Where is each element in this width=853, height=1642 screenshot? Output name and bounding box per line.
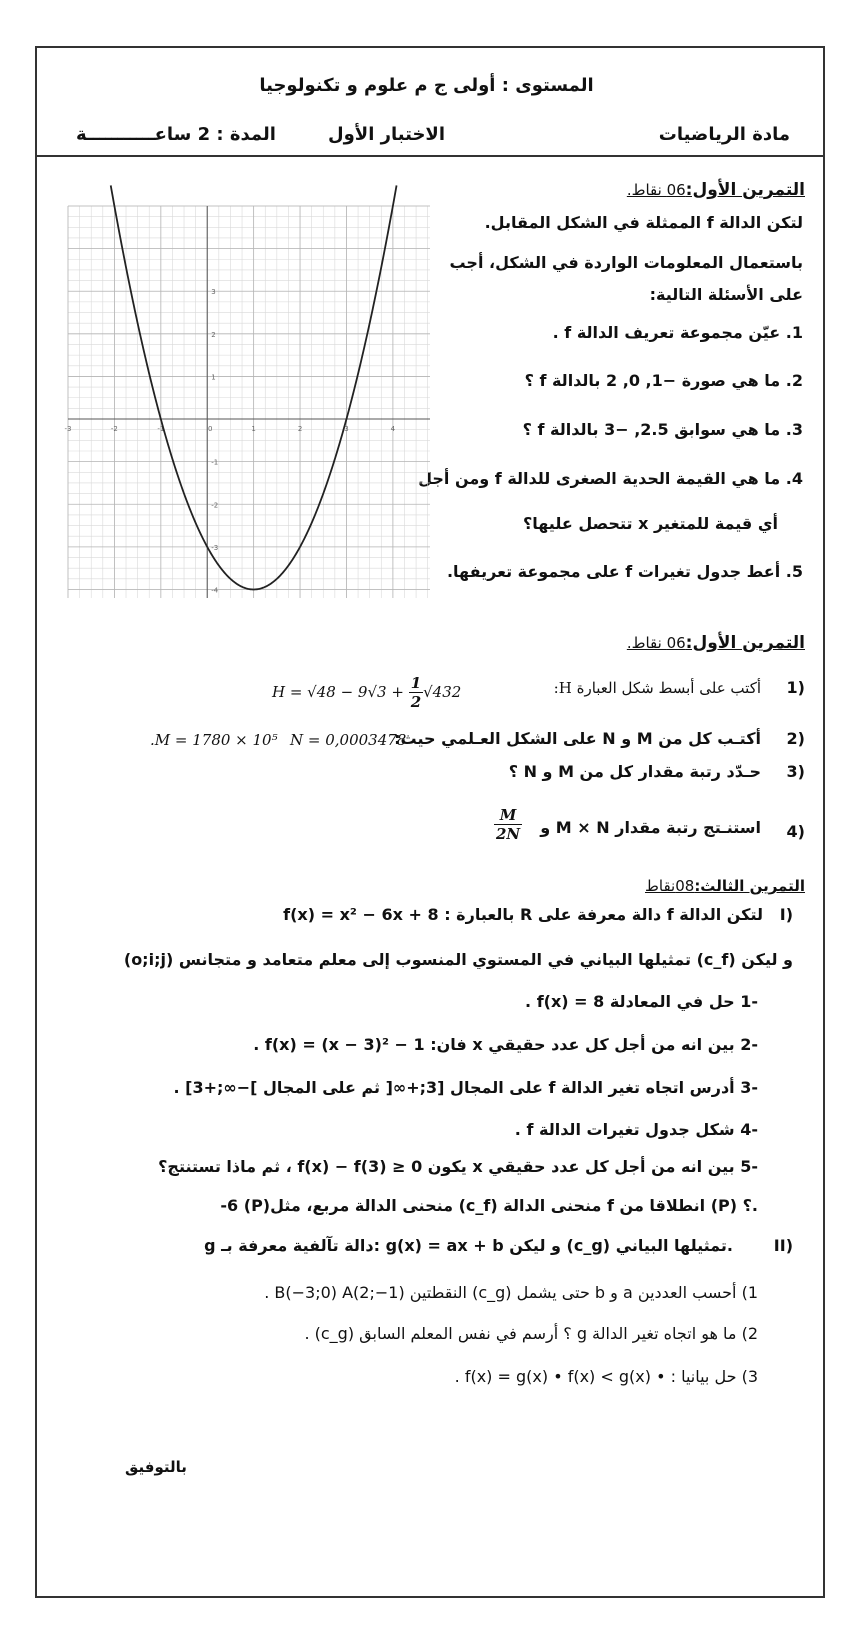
ex3-item5: -5 بين انه من أجل كل عدد حقيقي x يكون f(x) − f(3) ≥ 0 ، ثم ماذا تستنتج؟ <box>158 1157 758 1176</box>
x-tick-label: 0 <box>207 425 213 434</box>
ex1-question-4a: 4. ما هي القيمة الحدية الصغرى للدالة f ومن أجل <box>418 469 803 488</box>
y-tick-label: -4 <box>211 586 219 595</box>
ex2-q1-number: 1) <box>786 678 805 697</box>
exercise3-title: التمرين الثالث:08نقاط <box>645 877 805 895</box>
ex2-q2-text: أكتـب كل من M و N على الشكل العـلمي حيث: <box>394 729 761 748</box>
ex2-q2-number: 2) <box>786 729 805 748</box>
ex1-question-4b: أي قيمة للمتغير x تتحصل عليها؟ <box>522 514 778 533</box>
ex3-part2-item3: 3) حل بيانيا : • f(x) = g(x) • f(x) < g(x) . <box>454 1367 758 1386</box>
level-label: المستوى : أولى ج م علوم و تكنولوجيا <box>259 75 594 96</box>
x-tick-label: 3 <box>344 425 349 434</box>
ex3-item6: -6 (P)منحنى الدالة مربع، مثل (c_f) منحنى الدالة f انطلاقا من (P) ؟. <box>220 1196 758 1215</box>
exam-title: الاختبار الأول <box>328 124 446 145</box>
ex1-question-1: 1. عيّن مجموعة تعريف الدالة f . <box>552 323 803 342</box>
ex2-q4-number: 4) <box>786 822 805 841</box>
ex1-intro-1: لتكن الدالة f الممثلة في الشكل المقابل. <box>484 213 803 232</box>
ex2-q1-expression: H = √48 − 9√3 + $\frac{1}{2}$ √432 <box>272 674 462 711</box>
ex2-q3-number: 3) <box>786 762 805 781</box>
duration-label: المدة : 2 ساعـــــــــــة <box>76 124 276 145</box>
ex2-q3-text: حـدّد رتبة مقدار كل من M و N ؟ <box>508 762 761 781</box>
ex3-item4: -4 شكل جدول تغيرات الدالة f . <box>514 1120 758 1139</box>
x-tick-label: 2 <box>297 425 303 434</box>
ex3-part2-number: II) <box>773 1236 793 1255</box>
ex1-intro-2: باستعمال المعلومات الواردة في الشكل، أجب <box>449 253 803 272</box>
y-tick-label: 2 <box>211 330 216 339</box>
ex3-item1: -1 حل في المعادلة f(x) = 8 . <box>525 992 758 1011</box>
function-graph <box>64 206 430 598</box>
exercise2-title: التمرين الأول:06 نقاط. <box>626 633 805 653</box>
ex3-part2-line: g دالة تآلفية معرفة بـ: g(x) = ax + b و ليكن (c_g) تمثيلها البياني. <box>204 1236 733 1255</box>
ex3-item3: -3 أدرس اتجاه تغير الدالة f على المجال [3;+∞[ ثم على المجال ]−∞;+3] . <box>173 1078 758 1097</box>
ex2-q1-text: أكتب على أبسط شكل العبارة H: <box>553 679 761 697</box>
ex1-question-5: 5. أعط جدول تغيرات f على مجموعة تعريفها. <box>446 562 803 581</box>
y-tick-label: -3 <box>211 543 219 552</box>
ex3-part2-item1: 1) أحسب العددين a و b حتى يشمل (c_g) النقطتين B(−3;0) A(2;−1) . <box>264 1283 758 1302</box>
y-tick-label: 3 <box>211 288 216 297</box>
ex1-intro-3: على الأسئلة التالية: <box>649 285 803 304</box>
y-tick-label: -1 <box>211 458 219 467</box>
ex1-question-3: 3. ما هي سوابق 2.5, −3 بالدالة f ؟ <box>522 420 803 439</box>
ex3-part1-line2: و ليكن (c_f) تمثيلها البياني في المستوي المنسوب إلى معلم متعامد و متجانس (o;i;j) <box>123 950 793 969</box>
x-tick-label: -2 <box>110 425 118 434</box>
y-tick-label: -2 <box>211 501 219 510</box>
ex3-part1-number: I) <box>779 905 793 924</box>
ex1-question-2: 2. ما هي صورة −1, 0, 2 بالدالة f ؟ <box>524 371 803 390</box>
ex2-q4-fraction: $\frac{M}{2N}$ <box>496 806 521 843</box>
y-tick-label: 1 <box>211 373 216 382</box>
header-divider <box>37 155 823 157</box>
ex2-q4-text: استنـتج رتبة مقدار M × N و <box>540 818 761 837</box>
ex3-item2: -2 بين انه من أجل كل عدد حقيقي x فان: f(x) = (x − 3)² − 1 . <box>253 1035 758 1054</box>
header-row <box>60 124 790 150</box>
ex2-q2-M: .M = 1780 × 10⁵ <box>150 731 278 749</box>
ex3-part2-item2: 2) ما هو اتجاه تغير الدالة g ؟ أرسم في نفس المعلم السابق (c_g) . <box>304 1324 758 1343</box>
subject-label: مادة الرياضيات <box>658 124 790 145</box>
footer-wish: بالتوفيق <box>125 1458 187 1476</box>
x-tick-label: -3 <box>64 425 72 434</box>
x-tick-label: 4 <box>390 425 396 434</box>
exercise1-title: التمرين الأول:06 نقاط. <box>626 180 805 200</box>
ex2-q2-N: N = 0,0003478 <box>290 731 407 749</box>
ex3-part1-line1: لتكن الدالة f دالة معرفة على R بالعبارة : f(x) = x² − 6x + 8 <box>283 905 763 924</box>
x-tick-label: -1 <box>157 425 165 434</box>
x-tick-label: 1 <box>251 425 256 434</box>
